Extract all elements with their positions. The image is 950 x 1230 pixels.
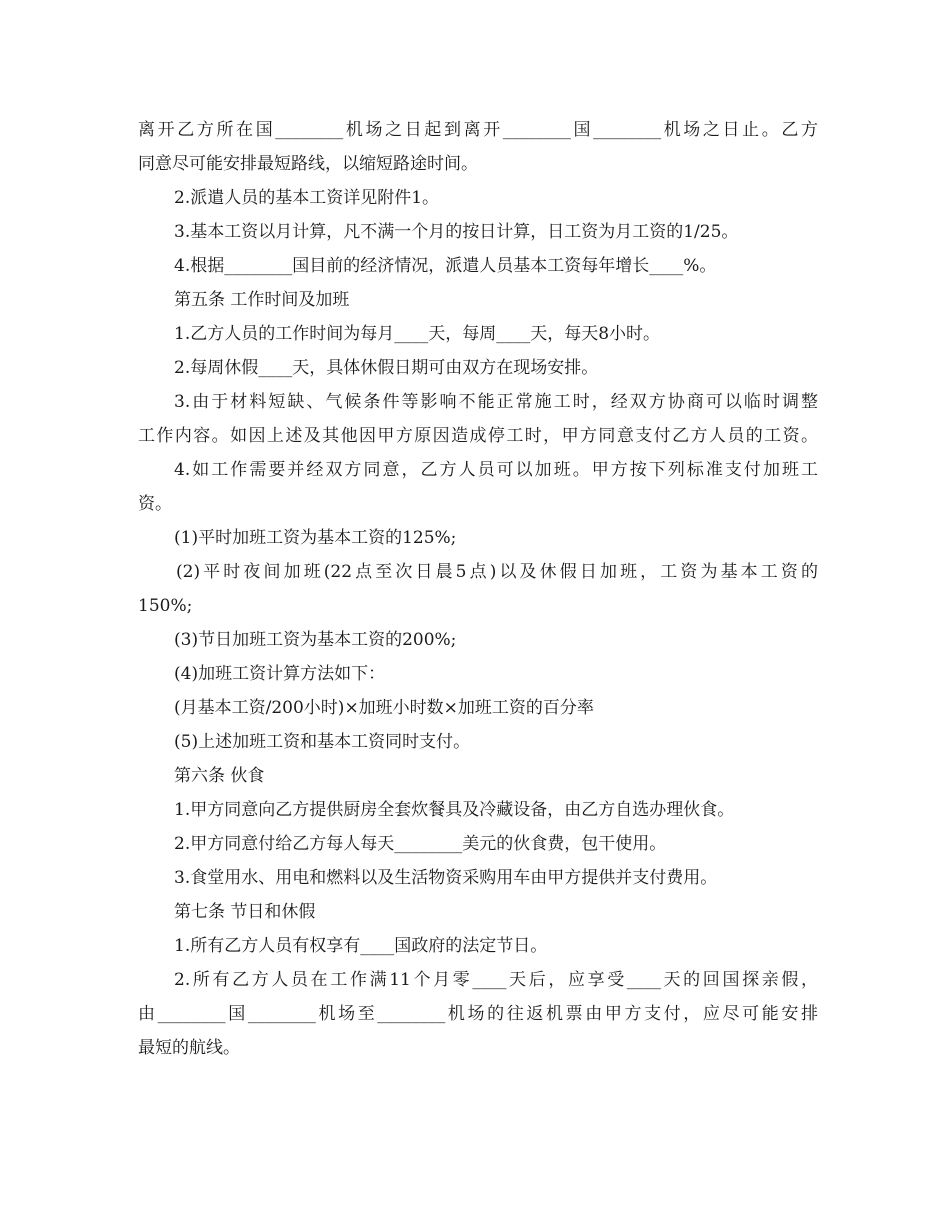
text-line: 由________国________机场至________机场的往返机票由甲方支付，应尽可能安排	[138, 1004, 818, 1024]
text-line: 最短的航线。	[138, 1038, 240, 1058]
text-line: 离开乙方所在国________机场之日起到离开________国________机场之日止。乙方	[138, 120, 818, 140]
text-line: (2)平时夜间加班(22点至次日晨5点)以及休假日加班，工资为基本工资的	[176, 562, 818, 582]
text-line: 3.食堂用水、用电和燃料以及生活物资采购用车由甲方提供并支付费用。	[174, 868, 718, 888]
text-line: 2.派遣人员的基本工资详见附件1。	[174, 188, 440, 208]
text-line: 3.由于材料短缺、气候条件等影响不能正常施工时，经双方协商可以临时调整	[174, 392, 818, 412]
text-line: 1.甲方同意向乙方提供厨房全套炊餐具及冷藏设备，由乙方自选办理伙食。	[174, 800, 735, 820]
section-heading: 第六条 伙食	[174, 766, 265, 786]
text-line: 150%;	[138, 596, 193, 616]
text-line: (4)加班工资计算方法如下：	[174, 664, 386, 684]
text-line: 2.甲方同意付给乙方每人每天________美元的伙食费，包干使用。	[174, 834, 667, 854]
formula-line: (月基本工资/200小时)×加班小时数×加班工资的百分率	[174, 698, 594, 718]
text-line: 同意尽可能安排最短路线，以缩短路途时间。	[138, 154, 478, 174]
section-heading: 第五条 工作时间及加班	[174, 290, 350, 310]
text-line: (1)平时加班工资为基本工资的125%;	[174, 528, 457, 548]
text-line: (3)节日加班工资为基本工资的200%;	[174, 630, 457, 650]
text-line: (5)上述加班工资和基本工资同时支付。	[174, 732, 471, 752]
text-line: 1.所有乙方人员有权享有____国政府的法定节日。	[174, 936, 548, 956]
text-line: 4.根据________国目前的经济情况，派遣人员基本工资每年增长____%。	[174, 256, 717, 276]
text-line: 2.每周休假____天，具体休假日期可由双方在现场安排。	[174, 358, 599, 378]
text-line: 工作内容。如因上述及其他因甲方原因造成停工时，甲方同意支付乙方人员的工资。	[138, 426, 818, 446]
text-line: 3.基本工资以月计算，凡不满一个月的按日计算，日工资为月工资的1/25。	[174, 222, 739, 242]
text-line: 1.乙方人员的工作时间为每月____天，每周____天，每天8小时。	[174, 324, 661, 344]
section-heading: 第七条 节日和休假	[174, 902, 316, 922]
text-line: 2.所有乙方人员在工作满11个月零____天后，应享受____天的回国探亲假，	[174, 970, 818, 990]
text-line: 4.如工作需要并经双方同意，乙方人员可以加班。甲方按下列标准支付加班工	[174, 460, 818, 480]
text-line: 资。	[138, 494, 172, 514]
document-body	[138, 113, 818, 1065]
